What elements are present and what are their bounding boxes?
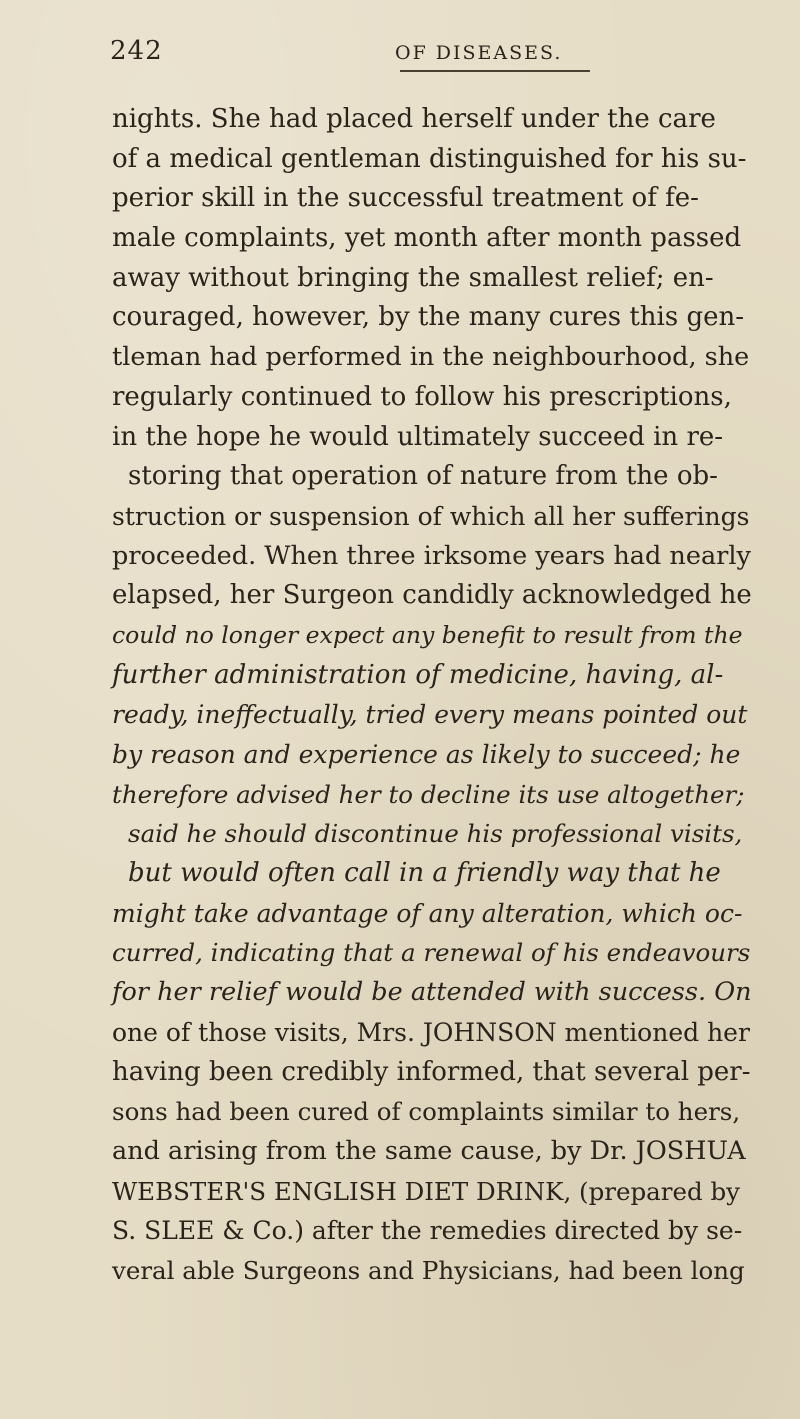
text-line: having been credibly informed, that several per-	[112, 1056, 751, 1087]
text-line: but would often call in a friendly way that he	[128, 858, 721, 889]
text-line: couraged, however, by the many cures this gen-	[112, 302, 745, 333]
text-line: regularly continued to follow his prescriptions,	[112, 381, 732, 412]
text-line: veral able Surgeons and Physicians, had been long	[112, 1255, 745, 1285]
text-line: for her relief would be attended with success. On	[112, 977, 752, 1008]
text-line: elapsed, her Surgeon candidly acknowledged he	[112, 580, 752, 611]
text-line: of a medical gentleman distinguished for his su-	[112, 143, 747, 174]
text-line: S. SLEE & Co.) after the remedies directed by se-	[112, 1216, 743, 1246]
text-line: ready, ineffectually, tried every means pointed out	[112, 700, 748, 730]
text-line: struction or suspension of which all her sufferings	[112, 501, 750, 531]
text-line: curred, indicating that a renewal of his endeavours	[112, 938, 751, 968]
text-line: sons had been cured of complaints similar to hers,	[112, 1097, 741, 1127]
text-line: away without bringing the smallest relief; en-	[112, 262, 714, 293]
text-line: perior skill in the successful treatment of fe-	[112, 183, 699, 214]
text-line: further administration of medicine, having, al-	[112, 659, 724, 690]
text-line: nights. She had placed herself under the care	[112, 104, 716, 134]
text-line: WEBSTER'S ENGLISH DIET DRINK, (prepared by	[112, 1176, 740, 1206]
page-header	[110, 36, 710, 72]
header-rule	[400, 70, 590, 72]
running-title: OF DISEASES.	[395, 42, 563, 64]
text-line: male complaints, yet month after month passed	[112, 223, 742, 254]
text-line: said he should discontinue his professional visits,	[128, 819, 743, 849]
body-text	[112, 100, 752, 1291]
text-line: therefore advised her to decline its use altogether;	[112, 779, 745, 809]
text-line: might take advantage of any alteration, which oc-	[112, 898, 743, 928]
text-line: by reason and experience as likely to succeed; he	[112, 740, 741, 769]
text-line: proceeded. When three irksome years had nearly	[112, 540, 751, 571]
text-line: storing that operation of nature from the ob-	[128, 461, 718, 492]
page-number: 242	[110, 36, 163, 66]
text-line: and arising from the same cause, by Dr. JOSHUA	[112, 1135, 746, 1166]
text-line: tleman had performed in the neighbourhood, she	[112, 342, 750, 373]
text-line: in the hope he would ultimately succeed in re-	[112, 421, 724, 452]
text-line: could no longer expect any benefit to result from the	[112, 620, 743, 649]
text-line: one of those visits, Mrs. JOHNSON mentioned her	[112, 1017, 750, 1047]
